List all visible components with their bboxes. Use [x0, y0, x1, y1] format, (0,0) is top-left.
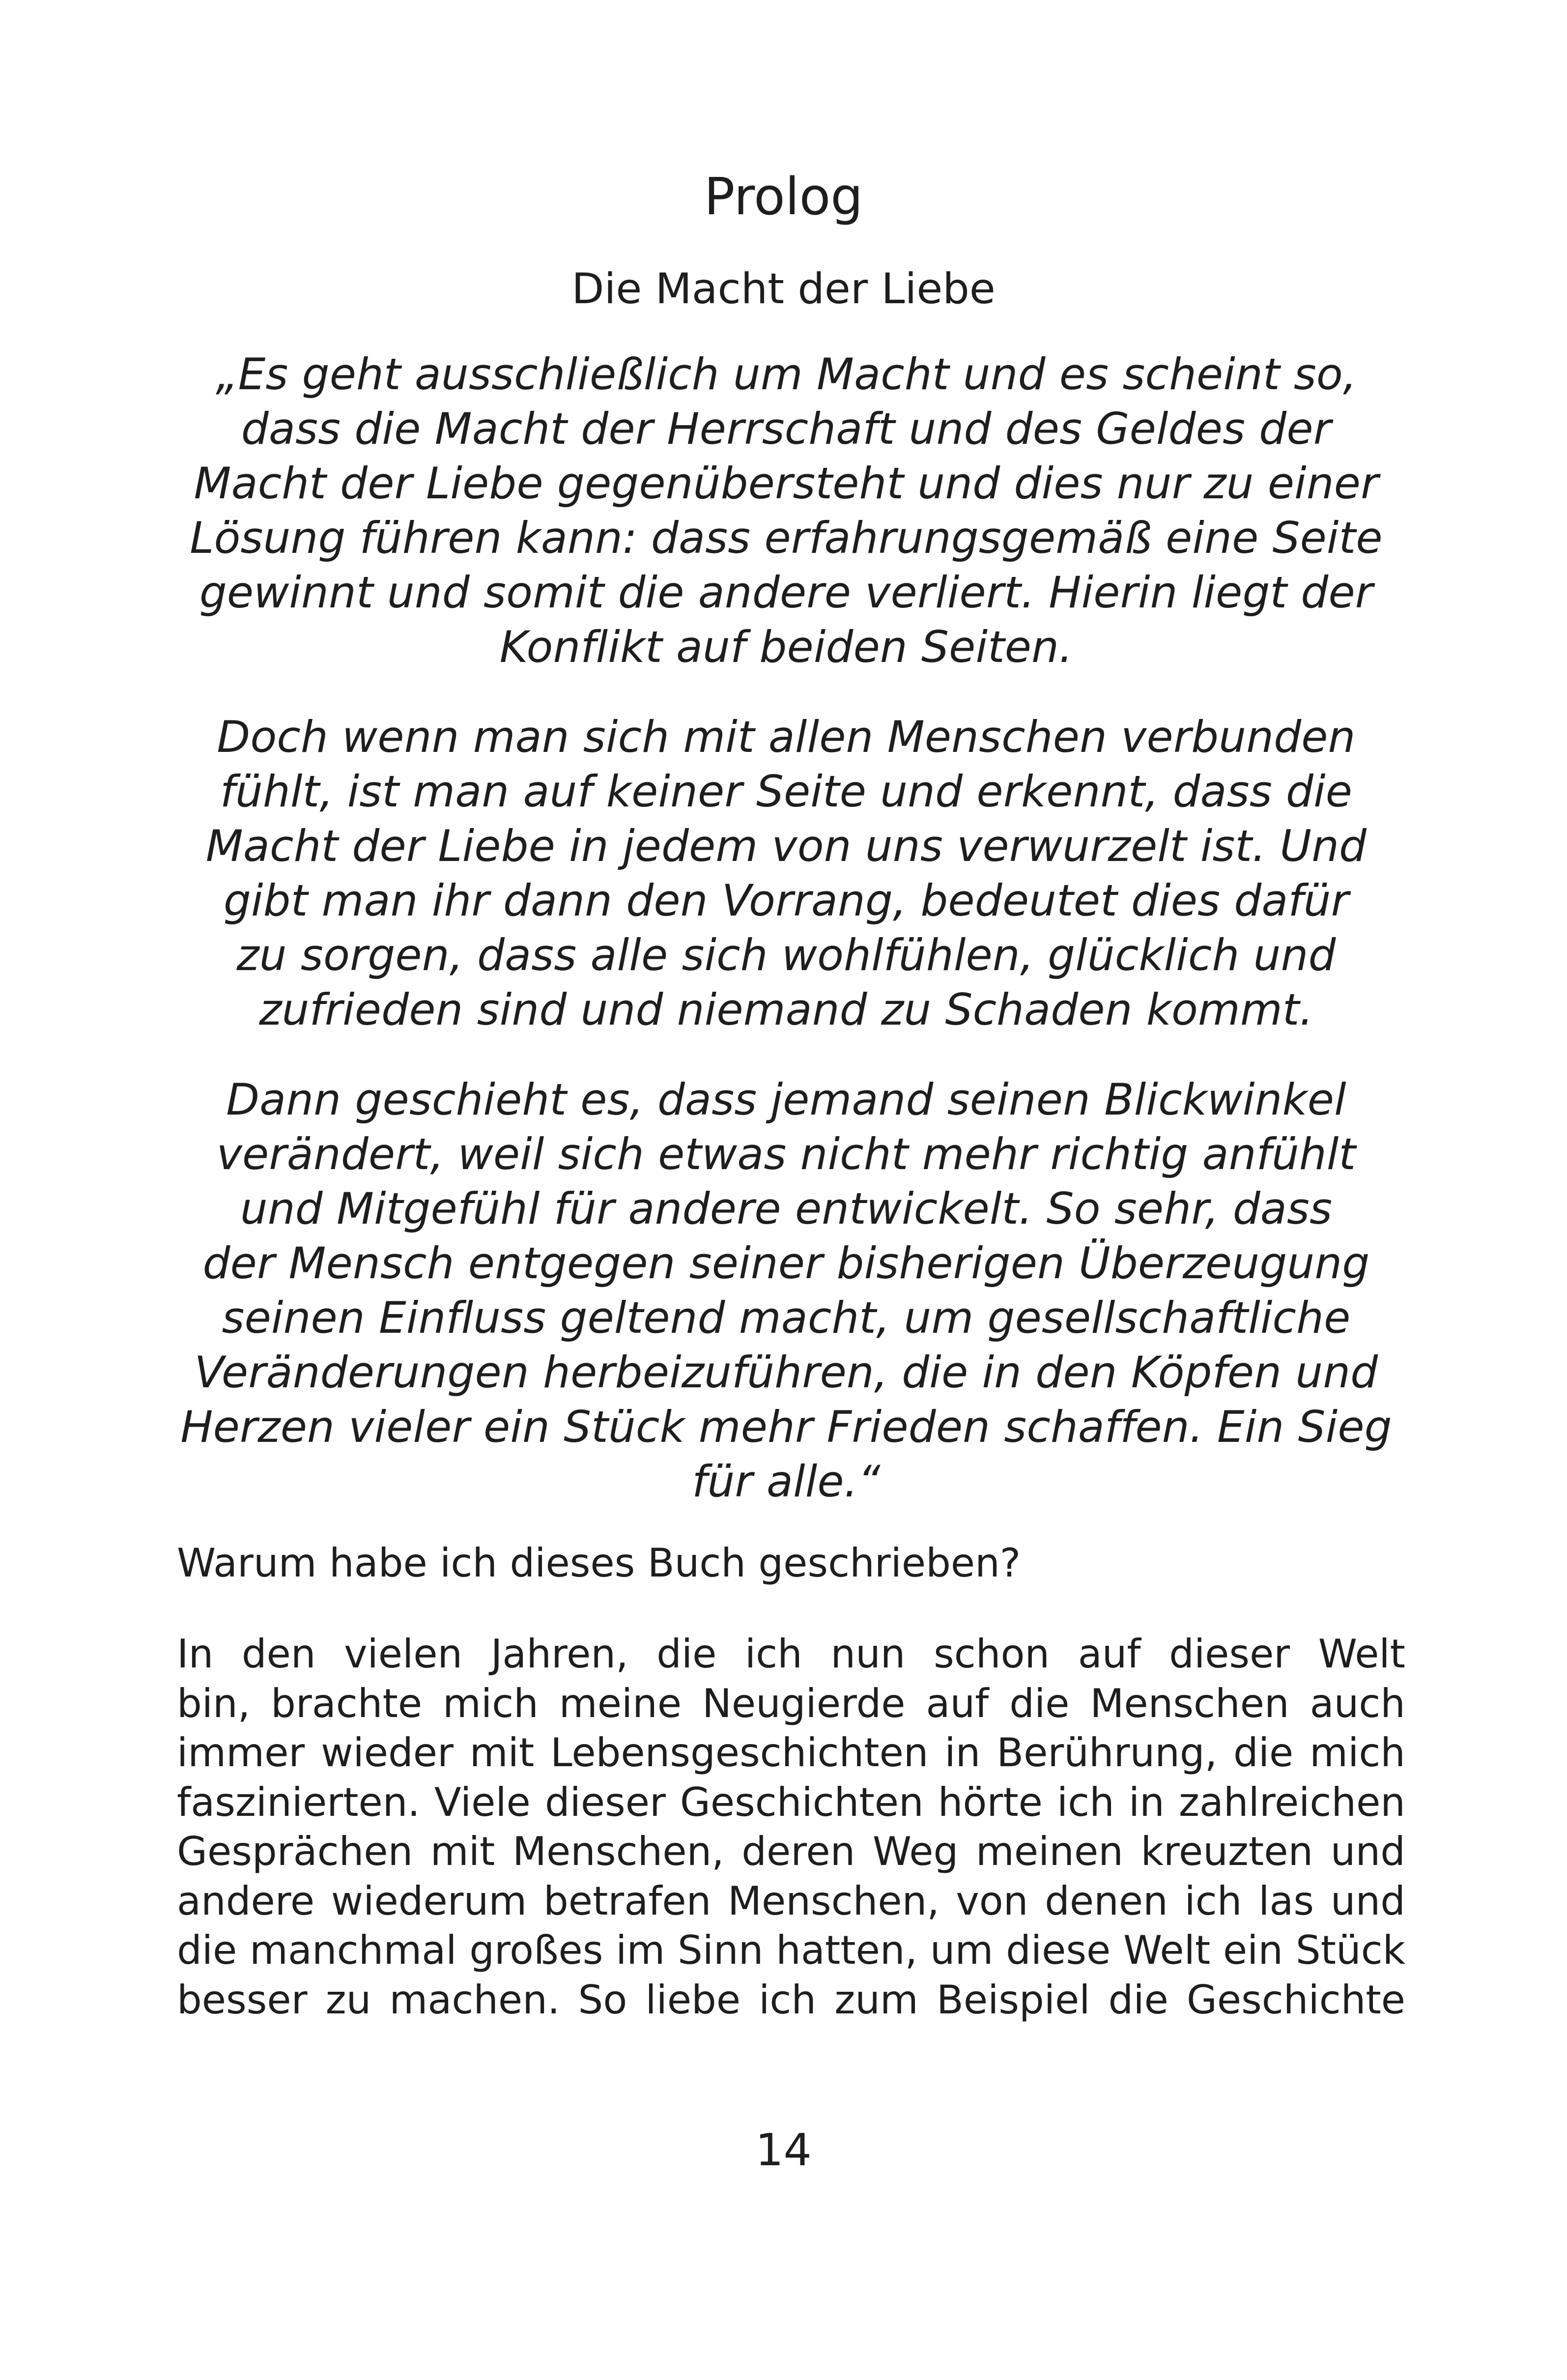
quote-line: Veränderungen herbeizuführen, die in den Köpfen und — [194, 1347, 1378, 1398]
quote-paragraph-2 — [167, 710, 1405, 1037]
chapter-title: Prolog — [704, 167, 863, 227]
body-line: die manchmal großes im Sinn hatten, um diese Welt ein Stück — [177, 1927, 1405, 1973]
quote-line: zufrieden sind und niemand zu Schaden kommt. — [259, 984, 1313, 1035]
quote-line: „Es geht ausschließlich um Macht und es scheint so, — [215, 349, 1357, 400]
quote-line: dass die Macht der Herrschaft und des Geldes der — [241, 403, 1332, 454]
quote-line: für alle.“ — [692, 1456, 881, 1507]
epigraph-quote — [167, 347, 1405, 1544]
section-heading: Warum habe ich dieses Buch geschrieben? — [177, 1540, 1021, 1586]
body-line: andere wiederum betrafen Menschen, von denen ich las und — [177, 1878, 1405, 1924]
quote-line: Doch wenn man sich mit allen Menschen verbunden — [217, 712, 1356, 762]
quote-line: fühlt, ist man auf keiner Seite und erkennt, dass die — [220, 766, 1353, 817]
quote-paragraph-3 — [167, 1072, 1405, 1509]
quote-line: verändert, weil sich etwas nicht mehr richtig anfühlt — [216, 1129, 1356, 1179]
body-line: Gesprächen mit Menschen, deren Weg meinen kreuzten und — [177, 1829, 1405, 1874]
quote-line: Lösung führen kann: dass erfahrungsgemäß eine Seite — [190, 513, 1383, 563]
quote-line: gibt man ihr dann den Vorrang, bedeutet dies dafür — [223, 875, 1349, 926]
body-line: immer wieder mit Lebensgeschichten in Berührung, die mich — [177, 1730, 1405, 1776]
quote-line: seinen Einfluss geltend macht, um gesellschaftliche — [222, 1292, 1351, 1343]
chapter-subtitle: Die Macht der Liebe — [571, 264, 996, 314]
body-line: In den vielen Jahren, die ich nun schon auf dieser Welt — [177, 1631, 1405, 1677]
quote-line: Herzen vieler ein Stück mehr Frieden schaffen. Ein Sieg — [180, 1402, 1392, 1452]
quote-line: Dann geschieht es, dass jemand seinen Blickwinkel — [226, 1074, 1346, 1125]
body-line: besser zu machen. So liebe ich zum Beispiel die Geschichte — [177, 1977, 1405, 2023]
body-paragraph — [177, 1630, 1405, 2025]
quote-line: der Mensch entgegen seiner bisherigen Überzeugung — [202, 1238, 1370, 1289]
body-line: bin, brachte mich meine Neugierde auf die Menschen auch — [177, 1680, 1405, 1726]
quote-line: Macht der Liebe in jedem von uns verwurzelt ist. Und — [205, 821, 1367, 871]
page-number: 14 — [755, 2124, 812, 2176]
quote-line: zu sorgen, dass alle sich wohlfühlen, glücklich und — [236, 930, 1336, 980]
quote-line: gewinnt und somit die andere verliert. Hierin liegt der — [199, 567, 1373, 618]
body-line: faszinierten. Viele dieser Geschichten hörte ich in zahlreichen — [177, 1779, 1405, 1825]
quote-paragraph-1 — [167, 347, 1405, 674]
quote-line: und Mitgefühl für andere entwickelt. So sehr, dass — [240, 1183, 1333, 1234]
quote-line: Konflikt auf beiden Seiten. — [499, 622, 1073, 672]
quote-line: Macht der Liebe gegenübersteht und dies nur zu einer — [194, 458, 1379, 509]
